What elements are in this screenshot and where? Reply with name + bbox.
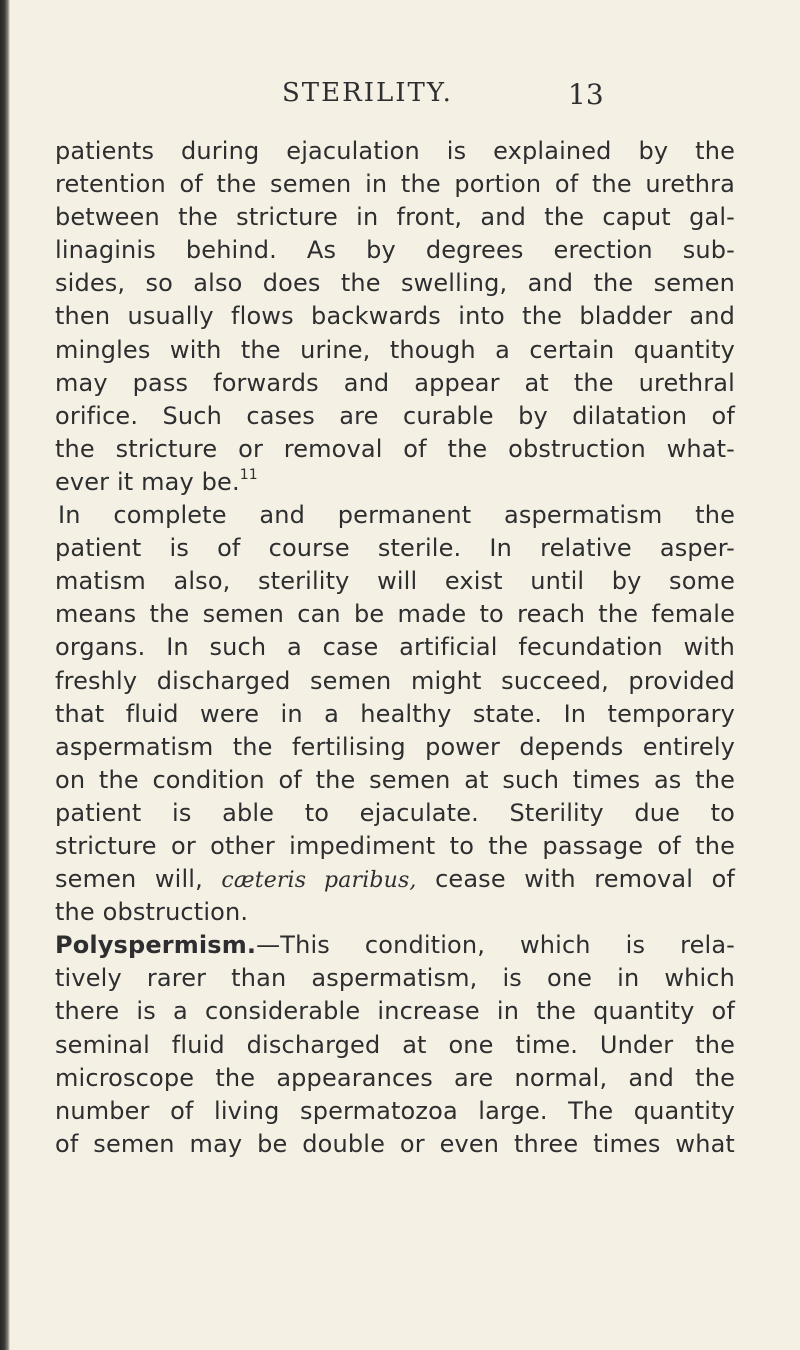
body-text <box>55 135 735 1161</box>
text-line: patients during ejaculation is explained by the <box>55 137 735 165</box>
text-segment: —This condition, which is rela- <box>256 931 735 960</box>
section-heading: Polyspermism. <box>55 931 257 960</box>
latin-phrase: cæteris paribus, <box>221 868 417 894</box>
text-line: linaginis behind. As by degrees erection sub- <box>55 236 735 265</box>
paragraph-start-line: In complete and permanent aspermatism the <box>58 501 735 530</box>
text-line: freshly discharged semen might succeed, provided <box>55 666 735 695</box>
page-number: 13 <box>568 78 604 111</box>
running-head-title: STERILITY. <box>282 78 453 108</box>
text-line: tively rarer than aspermatism, is one in which <box>55 964 735 993</box>
text-line: there is a considerable increase in the quantity of <box>55 997 735 1026</box>
text-line: between the stricture in front, and the caput gal- <box>55 203 735 232</box>
text-line-content: ever it may be. <box>55 467 240 496</box>
text-line: microscope the appearances are normal, and the <box>55 1063 735 1092</box>
page-binding-edge <box>0 0 10 1350</box>
text-line: the stricture or removal of the obstruction what- <box>55 434 735 463</box>
text-line: then usually flows backwards into the bladder and <box>55 302 735 331</box>
text-line: organs. In such a case artificial fecundation with <box>55 633 735 662</box>
text-line: on the condition of the semen at such times as the <box>55 765 735 794</box>
text-line <box>55 863 735 896</box>
text-line: patient is of course sterile. In relative asper- <box>55 534 735 563</box>
section-start-line <box>55 929 735 962</box>
text-line: may pass forwards and appear at the urethral <box>55 368 735 397</box>
text-segment: cease with removal of <box>435 865 736 894</box>
text-line: means the semen can be made to reach the female <box>55 600 735 629</box>
footnote-marker: 11 <box>239 466 258 483</box>
text-line: number of living spermatozoa large. The quantity <box>55 1096 735 1125</box>
text-line: retention of the semen in the portion of the urethra <box>55 170 735 199</box>
text-line: patient is able to ejaculate. Sterility due to <box>55 798 735 827</box>
text-line: aspermatism the fertilising power depends entirely <box>55 732 735 761</box>
text-line <box>55 466 735 499</box>
running-head <box>0 78 800 118</box>
text-line: sides, so also does the swelling, and the semen <box>55 269 735 298</box>
text-line: matism also, sterility will exist until by some <box>55 567 735 596</box>
text-line: stricture or other impediment to the passage of the <box>55 831 735 860</box>
text-segment: semen will, <box>55 865 203 894</box>
text-line: orifice. Such cases are curable by dilatation of <box>55 401 735 430</box>
text-line: mingles with the urine, though a certain quantity <box>55 335 735 364</box>
text-line: seminal fluid discharged at one time. Under the <box>55 1030 735 1059</box>
text-line: of semen may be double or even three times what <box>55 1129 735 1158</box>
text-line: that fluid were in a healthy state. In temporary <box>55 699 735 728</box>
text-line: the obstruction. <box>55 898 249 927</box>
